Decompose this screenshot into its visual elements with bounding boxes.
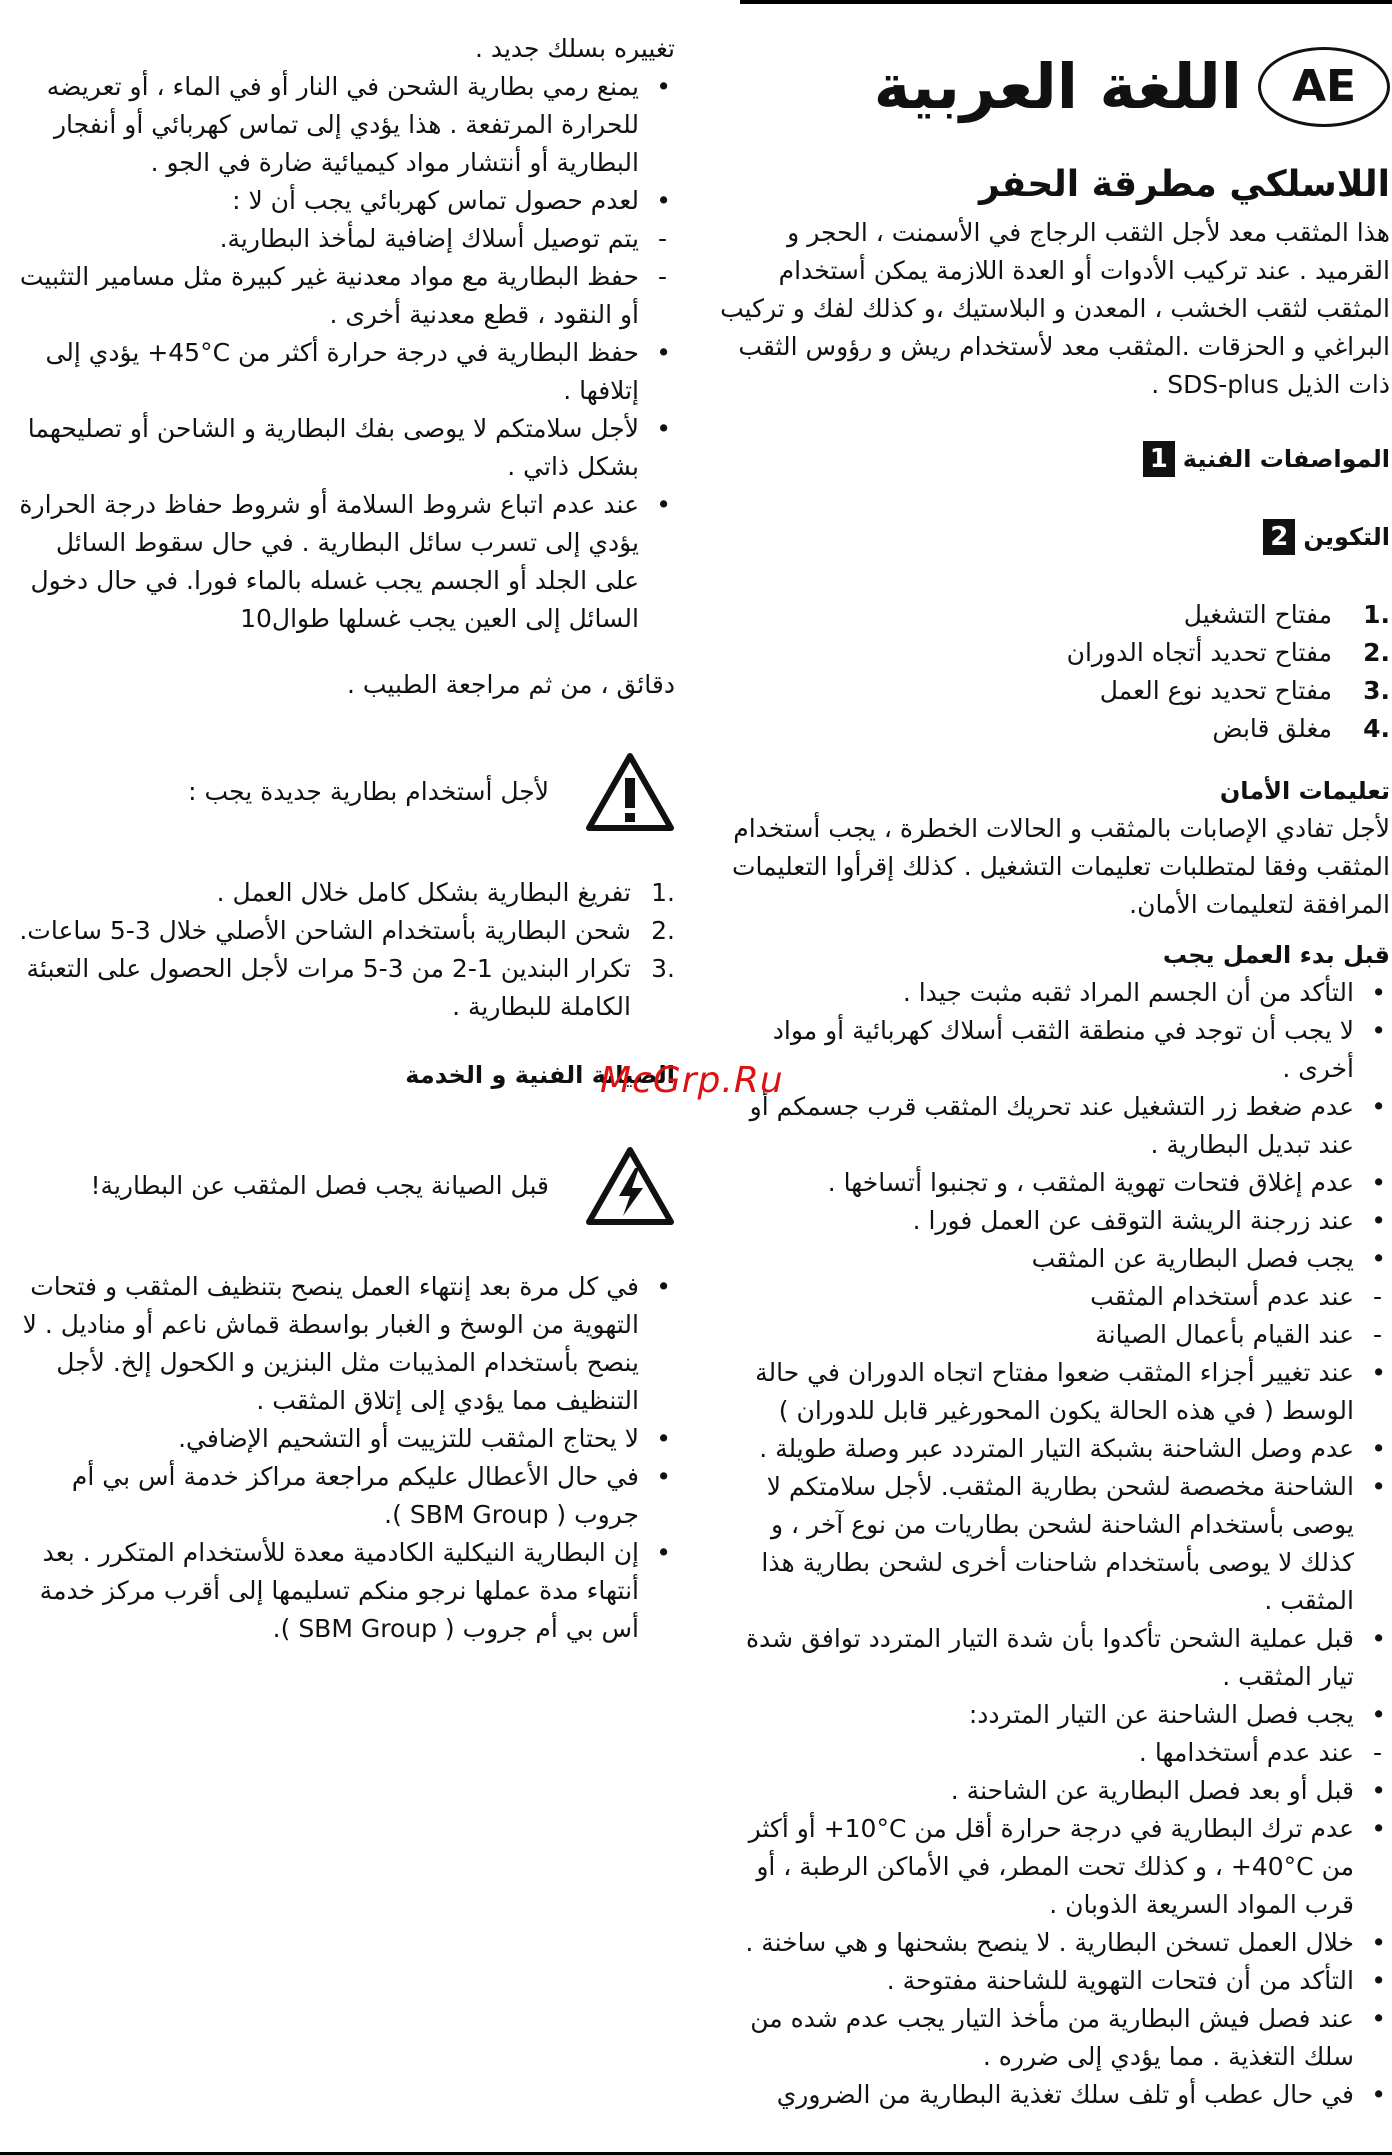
list-item: • قبل أو بعد فصل البطارية عن الشاحنة .: [718, 1772, 1390, 1810]
list-item: • لعدم حصول تماس كهربائي يجب أن لا :: [5, 182, 675, 220]
list-item: [5, 912, 675, 950]
watermark: McGrp.Ru: [600, 1060, 784, 1101]
part-number: 3.: [1363, 676, 1390, 705]
before-work-title: قبل بدء العمل يجب: [1162, 941, 1390, 969]
step-number: 1.: [651, 878, 675, 907]
new-battery-warning-text: لأجل أستخدام بطارية جديدة يجب :: [188, 777, 549, 806]
list-item: • حفظ البطارية في درجة حرارة أكثر من ‎+45°C‎ يؤدي إلى إتلافها .: [5, 334, 675, 410]
list-item: • يجب فصل البطارية عن المثقب: [718, 1240, 1390, 1278]
language-code-badge: AE: [1258, 47, 1390, 127]
continuation-line: تغييره بسلك جديد .: [474, 34, 675, 63]
specs-heading: [718, 440, 1390, 478]
list-item: • في حال عطب أو تلف سلك تغذية البطارية من الضروري: [718, 2076, 1390, 2114]
list-item: • لأجل سلامتكم لا يوصى بفك البطارية و الشاحن أو تصليحهما بشكل ذاتي .: [5, 410, 675, 486]
maintenance-list: [5, 1268, 675, 1648]
part-number: 1.: [1363, 600, 1390, 629]
list-item: - حفظ البطارية مع مواد معدنية غير كبيرة مثل مسامير التثبيت أو النقود ، قطع معدنية أخرى .: [5, 258, 675, 334]
list-item: • خلال العمل تسخن البطارية . لا ينصح بشحنها و هي ساخنة .: [718, 1924, 1390, 1962]
maintenance-title: الصيانة الفنية و الخدمة: [405, 1061, 675, 1089]
step-text: تفريغ البطارية بشكل كامل خلال العمل .: [216, 878, 631, 907]
parts-list: [718, 596, 1390, 748]
list-item: [718, 672, 1390, 710]
minutes-line: دقائق ، من ثم مراجعة الطبيب .: [347, 670, 675, 699]
list-item: • عند تغيير أجزاء المثقب ضعوا مفتاح اتجاه الدوران في حالة الوسط ( في هذه الحالة يكون المحورغير قابل للدوران ): [718, 1354, 1390, 1430]
part-name: مفتاح التشغيل: [1183, 600, 1332, 629]
part-name: مغلق قابض: [1212, 714, 1332, 743]
safety-text: لأجل تفادي الإصابات بالمثقب و الحالات الخطرة ، يجب أستخدام المثقب وفقا لمتطلبات تعليمات التشغيل . كذلك إقرأوا التعليمات المرافقة لتعليمات الأمان.: [731, 814, 1390, 919]
before-work-list: [718, 974, 1390, 2114]
step-text: تكرار البندين 1-2 من 3-5 مرات لأجل الحصول على التعبئة الكاملة للبطارية .: [26, 954, 631, 1021]
warning-triangle-icon: [585, 752, 675, 832]
part-name: مفتاح تحديد نوع العمل: [1099, 676, 1332, 705]
left-column: [5, 30, 675, 1648]
list-item: [5, 874, 675, 912]
step-text: شحن البطارية بأستخدام الشاحن الأصلي خلال 3-5 ساعات.: [19, 916, 631, 945]
list-item: • في حال الأعطال عليكم مراجعة مراكز خدمة أس بي أم جروب ( SBM Group ).: [5, 1458, 675, 1534]
list-item: • يمنع رمي بطارية الشحن في النار أو في الماء ، أو تعريضه للحرارة المرتفعة . هذا يؤدي إلى تماس كهربائي أو أنفجار البطارية أو أنتشار مواد كيميائية ضارة في الجو .: [5, 68, 675, 182]
list-item: • عدم ترك البطارية في درجة حرارة أقل من ‎+10°C‎ أو أكثر من ‎+40°C‎ ، و كذلك تحت المطر، في الأماكن الرطبة ، أو قرب المواد السريعة الذوبان .: [718, 1810, 1390, 1924]
specs-label: المواصفات الفنية: [1182, 445, 1390, 473]
right-column: [718, 30, 1390, 2114]
list-item: - عند عدم أستخدامها .: [718, 1734, 1390, 1772]
config-heading: [718, 518, 1390, 556]
list-item: • إن البطارية النيكلية الكادمية معدة للأستخدام المتكرر . بعد أنتهاء مدة عملها نرجو منكم تسليمها إلى أقرب مركز خدمة أس بي أم جروب ( SBM Group ).: [5, 1534, 675, 1648]
service-warning-text: قبل الصيانة يجب فصل المثقب عن البطارية!: [90, 1171, 549, 1200]
part-number: 2.: [1363, 638, 1390, 667]
list-item: • عند فصل فيش البطارية من مأخذ التيار يجب عدم شده من سلك التغذية . مما يؤدي إلى ضرره .: [718, 2000, 1390, 2076]
list-item: • التأكد من أن فتحات التهوية للشاحنة مفتوحة .: [718, 1962, 1390, 2000]
config-label: التكوين: [1303, 523, 1390, 551]
list-item: - عند عدم أستخدام المثقب: [718, 1278, 1390, 1316]
high-voltage-warning-icon: [585, 1146, 675, 1226]
list-item: [718, 596, 1390, 634]
list-item: • قبل عملية الشحن تأكدوا بأن شدة التيار المتردد توافق شدة تيار المثقب .: [718, 1620, 1390, 1696]
step-number: 3.: [651, 954, 675, 983]
list-item: - يتم توصيل أسلاك إضافية لمأخذ البطارية.: [5, 220, 675, 258]
safety-title: تعليمات الأمان: [1219, 777, 1390, 805]
product-intro: هذا المثقب معد لأجل الثقب الرجاج في الأسمنت ، الحجر و القرميد . عند تركيب الأدوات أو العدة اللازمة يمكن أستخدام المثقب لثقب الخشب ، المعدن و البلاستيك ،و كذلك لفك و تركيب البراغي و الحزقات .المثقب معد لأستخدام ريش و رؤوس الثقب ذات الذيل SDS-plus .: [720, 218, 1390, 399]
list-item: - عند القيام بأعمال الصيانة: [718, 1316, 1390, 1354]
config-number-box: 2: [1263, 519, 1295, 555]
list-item: • عند عدم اتباع شروط السلامة أو شروط حفاظ درجة الحرارة يؤدي إلى تسرب سائل البطارية . في حال سقوط السائل على الجلد أو الجسم يجب غسله بالماء فورا. في حال دخول السائل إلى العين يجب غسلها طوال10: [5, 486, 675, 638]
list-item: [718, 634, 1390, 672]
specs-number-box: 1: [1143, 441, 1175, 477]
list-item: • لا يحتاج المثقب للتزييت أو التشحيم الإضافي.: [5, 1420, 675, 1458]
service-warning: [5, 1146, 675, 1226]
list-item: • عدم وصل الشاحنة بشبكة التيار المتردد عبر وصلة طويلة .: [718, 1430, 1390, 1468]
language-title: اللغة العربية: [873, 50, 1242, 123]
list-item: • عدم إغلاق فتحات تهوية المثقب ، و تجنبوا أتساخها .: [718, 1164, 1390, 1202]
list-item: • في كل مرة بعد إنتهاء العمل ينصح بتنظيف المثقب و فتحات التهوية من الوسخ و الغبار بواسطة قماش ناعم أو مناديل . لا ينصح بأستخدام المذيبات مثل البنزين و الكحول إلخ. لأجل التنظيف مما يؤدي إلى إتلاق المثقب .: [5, 1268, 675, 1420]
list-item: • لا يجب أن توجد في منطقة الثقب أسلاك كهربائية أو مواد أخرى .: [718, 1012, 1390, 1088]
new-battery-steps: [5, 874, 675, 1026]
language-header: [718, 42, 1390, 132]
list-item: [5, 950, 675, 1026]
battery-list: [5, 68, 675, 638]
list-item: • عند زرجنة الريشة التوقف عن العمل فورا .: [718, 1202, 1390, 1240]
list-item: • يجب فصل الشاحنة عن التيار المتردد:: [718, 1696, 1390, 1734]
list-item: • عدم ضغط زر التشغيل عند تحريك المثقب قرب جسمكم أو عند تبديل البطارية .: [718, 1088, 1390, 1164]
part-number: 4.: [1363, 714, 1390, 743]
top-rule: [740, 0, 1392, 4]
step-number: 2.: [651, 916, 675, 945]
list-item: [718, 710, 1390, 748]
list-item: • الشاحنة مخصصة لشحن بطارية المثقب. لأجل سلامتكم لا يوصى بأستخدام الشاحنة لشحن بطاريات من نوع آخر ، و كذلك لا يوصى بأستخدام شاحنات أخرى لشحن بطارية هذا المثقب .: [718, 1468, 1390, 1620]
list-item: • التأكد من أن الجسم المراد ثقبه مثبت جيدا .: [718, 974, 1390, 1012]
part-name: مفتاح تحديد أتجاه الدوران: [1066, 638, 1332, 667]
product-title: اللاسلكي مطرقة الحفر: [979, 164, 1390, 205]
new-battery-warning: [5, 752, 675, 832]
